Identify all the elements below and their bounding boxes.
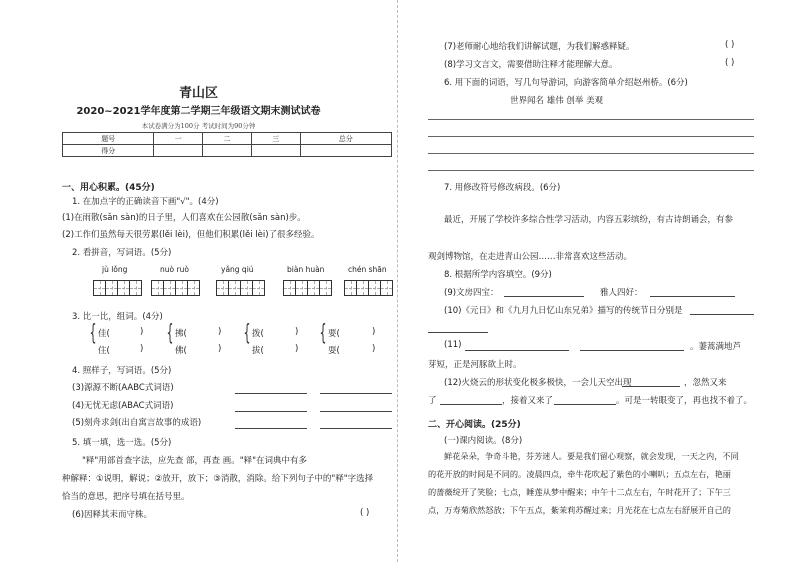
compare-char: 佛( (175, 346, 187, 356)
reading-1-heading: (一)课内阅读。(8分) (444, 436, 523, 446)
question-5-line-1: "释"用部首查字法，应先查 部，再查 画。"释"在词典中有多 (82, 456, 308, 466)
question-3: 3. 比一比，组词。(4分) (72, 312, 163, 322)
score-row-label: 得分 (63, 145, 154, 157)
question-8-9b: 雅人四好： (600, 288, 643, 298)
exam-title: 青山区 (178, 86, 218, 101)
question-8-12e: 。可是一转眼变了，再也找不着了。 (616, 396, 753, 406)
paren-close: ) (372, 327, 376, 337)
answer-blank[interactable] (554, 404, 616, 405)
writing-line[interactable] (428, 170, 754, 171)
compare-char: 住( (98, 346, 110, 356)
score-header-cell: 三 (251, 133, 300, 145)
writing-grid-3[interactable] (216, 280, 264, 296)
paren-close: ) (140, 327, 144, 337)
score-table (62, 132, 392, 157)
question-7-text-1: 最近，开展了学校许多综合性学习活动，内容五彩缤纷，有古诗朗诵会，有参 (444, 215, 734, 225)
question-8-11b: 。萋蒿满地芦 (690, 342, 742, 352)
score-header-cell: 总分 (300, 133, 391, 145)
question-5-7: (7)老师耐心地给我们讲解试题，为我们解惑释疑。 (444, 42, 635, 52)
question-1: 1. 在加点字的正确读音下画"√"。(4分) (72, 197, 219, 207)
question-4: 4. 照样子，写词语。(5分) (72, 366, 172, 376)
question-7-text-2: 观剑博物馆，在走进青山公园……非常喜欢这些活动。 (428, 252, 633, 262)
score-header-cell: 二 (203, 133, 252, 145)
section-1-heading: 一、用心积累。(45分) (62, 183, 155, 193)
answer-blank[interactable] (580, 350, 684, 351)
brace-3: { (243, 321, 251, 346)
brace-4: { (319, 321, 327, 346)
paren-close: ) (140, 344, 144, 354)
score-cell[interactable] (154, 145, 203, 157)
passage-line-3: 的蔷薇绽开了笑脸；七点，睡莲从梦中醒来；中午十二点左右，午时花开了；下午三 (428, 487, 731, 497)
paren-close: ) (372, 344, 376, 354)
score-header-cell: 题号 (63, 133, 154, 145)
question-8-10: (10)《元日》和《九月九日忆山东兄弟》描写的传统节日分别是 (444, 306, 683, 316)
section-2-heading: 二、开心阅读。(25分) (428, 420, 521, 430)
question-5-line-2: 种解释：①说明，解说；②放开，放下；③消散，消除。给下列句子中的"释"字选择 (62, 474, 374, 484)
question-4-5: (5)刻舟求剑(出自寓言故事的成语) (72, 418, 202, 428)
pinyin-3: yǎng qiú (221, 265, 254, 274)
question-8-12d: ，接着又来了 (502, 396, 554, 406)
paren-close: ) (295, 344, 299, 354)
exam-note: 本试卷满分为100分 考试时间为90分钟 (141, 122, 256, 130)
writing-line[interactable] (428, 153, 754, 154)
question-1-2: (2)工作们虽然每天很劳累(lěi lèi)，但他们积累(lěi lèi)了很多经验。 (62, 230, 320, 240)
answer-blank[interactable] (440, 404, 502, 405)
column-divider (397, 0, 398, 562)
answer-blank[interactable] (235, 411, 307, 412)
compare-char: 拨( (252, 329, 264, 339)
question-2: 2. 看拼音，写词语。(5分) (72, 248, 172, 258)
compare-char: 佳( (98, 329, 110, 339)
compare-char: 拂( (175, 329, 187, 339)
compare-char: 耍( (328, 346, 340, 356)
question-7: 7. 用修改符号修改病段。(6分) (444, 183, 561, 193)
question-5-6: (6)因释其耒而守株。 (72, 510, 153, 520)
score-cell[interactable] (251, 145, 300, 157)
question-6: 6. 用下面的词语，写几句导游词，向游客简单介绍赵州桥。(6分) (444, 78, 688, 88)
answer-paren[interactable]: ( ) (725, 40, 735, 50)
question-5-line-3: 恰当的意思，把序号填在括号里。 (62, 492, 190, 502)
compare-char: 要( (328, 329, 340, 339)
answer-blank[interactable] (504, 296, 584, 297)
answer-paren[interactable]: ( ) (360, 508, 370, 518)
passage-line-4: 点，万寿菊欣然怒放；下午五点，紫茉莉苏醒过来；月光花在七点左右舒展开自己的 (428, 505, 731, 515)
score-cell[interactable] (300, 145, 391, 157)
question-8-11a: (11) (444, 340, 462, 350)
writing-grid-4[interactable] (283, 280, 331, 296)
writing-grid-5[interactable] (344, 280, 392, 296)
score-cell[interactable] (203, 145, 252, 157)
paren-close: ) (295, 327, 299, 337)
writing-line[interactable] (428, 119, 754, 120)
brace-1: { (89, 321, 97, 346)
question-4-3: (3)源源不断(AABC式词语) (72, 383, 174, 393)
question-5: 5. 填一填，选一选。(5分) (72, 438, 172, 448)
question-8-11c: 芽短，正是河豚欲上时。 (428, 360, 522, 370)
exam-subtitle: 2020~2021学年度第二学期三年级语文期末测试试卷 (76, 106, 321, 117)
paren-close: ) (218, 327, 222, 337)
answer-blank[interactable] (650, 296, 735, 297)
question-6-words: 世界闻名 雄伟 创举 美观 (510, 96, 604, 106)
question-8: 8. 根据所学内容填空。(9分) (444, 270, 552, 280)
paren-close: ) (218, 344, 222, 354)
question-8-12b: ，忽然又来 (684, 378, 727, 388)
pinyin-4: biàn huàn (287, 265, 325, 274)
answer-blank[interactable] (235, 393, 307, 394)
score-header-cell: 一 (154, 133, 203, 145)
answer-blank[interactable] (320, 393, 392, 394)
question-1-1: (1)在雨散(sǎn sàn)的日子里，人们喜欢在公园散(sǎn sàn)步。 (62, 213, 306, 223)
question-8-12a: (12)火烧云的形状变化极多极快，一会儿天空出现 (444, 378, 632, 388)
answer-blank[interactable] (235, 428, 307, 429)
passage-line-2: 的花开放的时间是不同的。凌晨四点，牵牛花吹起了紫色的小喇叭；五点左右，艳丽 (428, 469, 731, 479)
answer-blank[interactable] (690, 314, 754, 315)
answer-blank[interactable] (320, 411, 392, 412)
question-8-9a: (9)文房四宝： (444, 288, 499, 298)
answer-blank[interactable] (622, 386, 680, 387)
question-4-4: (4)无忧无虑(ABAC式词语) (72, 401, 174, 411)
question-8-12c: 了 (428, 396, 437, 406)
brace-2: { (166, 321, 174, 346)
writing-line[interactable] (428, 136, 754, 137)
pinyin-1: jù lǒng (102, 265, 128, 274)
answer-paren[interactable]: ( ) (725, 58, 735, 68)
pinyin-5: chén shān (348, 265, 387, 274)
answer-blank[interactable] (465, 350, 569, 351)
passage-line-1: 鲜花朵朵，争奇斗艳，芬芳迷人。要是我们留心观察，就会发现，一天之内，不同 (444, 451, 739, 461)
question-5-8: (8)学习文言文，需要借助注释才能理解大意。 (444, 60, 618, 70)
writing-grid-2[interactable] (151, 280, 199, 296)
answer-blank[interactable] (428, 332, 488, 333)
answer-blank[interactable] (320, 428, 392, 429)
writing-grid-1[interactable] (93, 280, 141, 296)
pinyin-2: nuò ruò (160, 265, 189, 274)
compare-char: 拔( (252, 346, 264, 356)
